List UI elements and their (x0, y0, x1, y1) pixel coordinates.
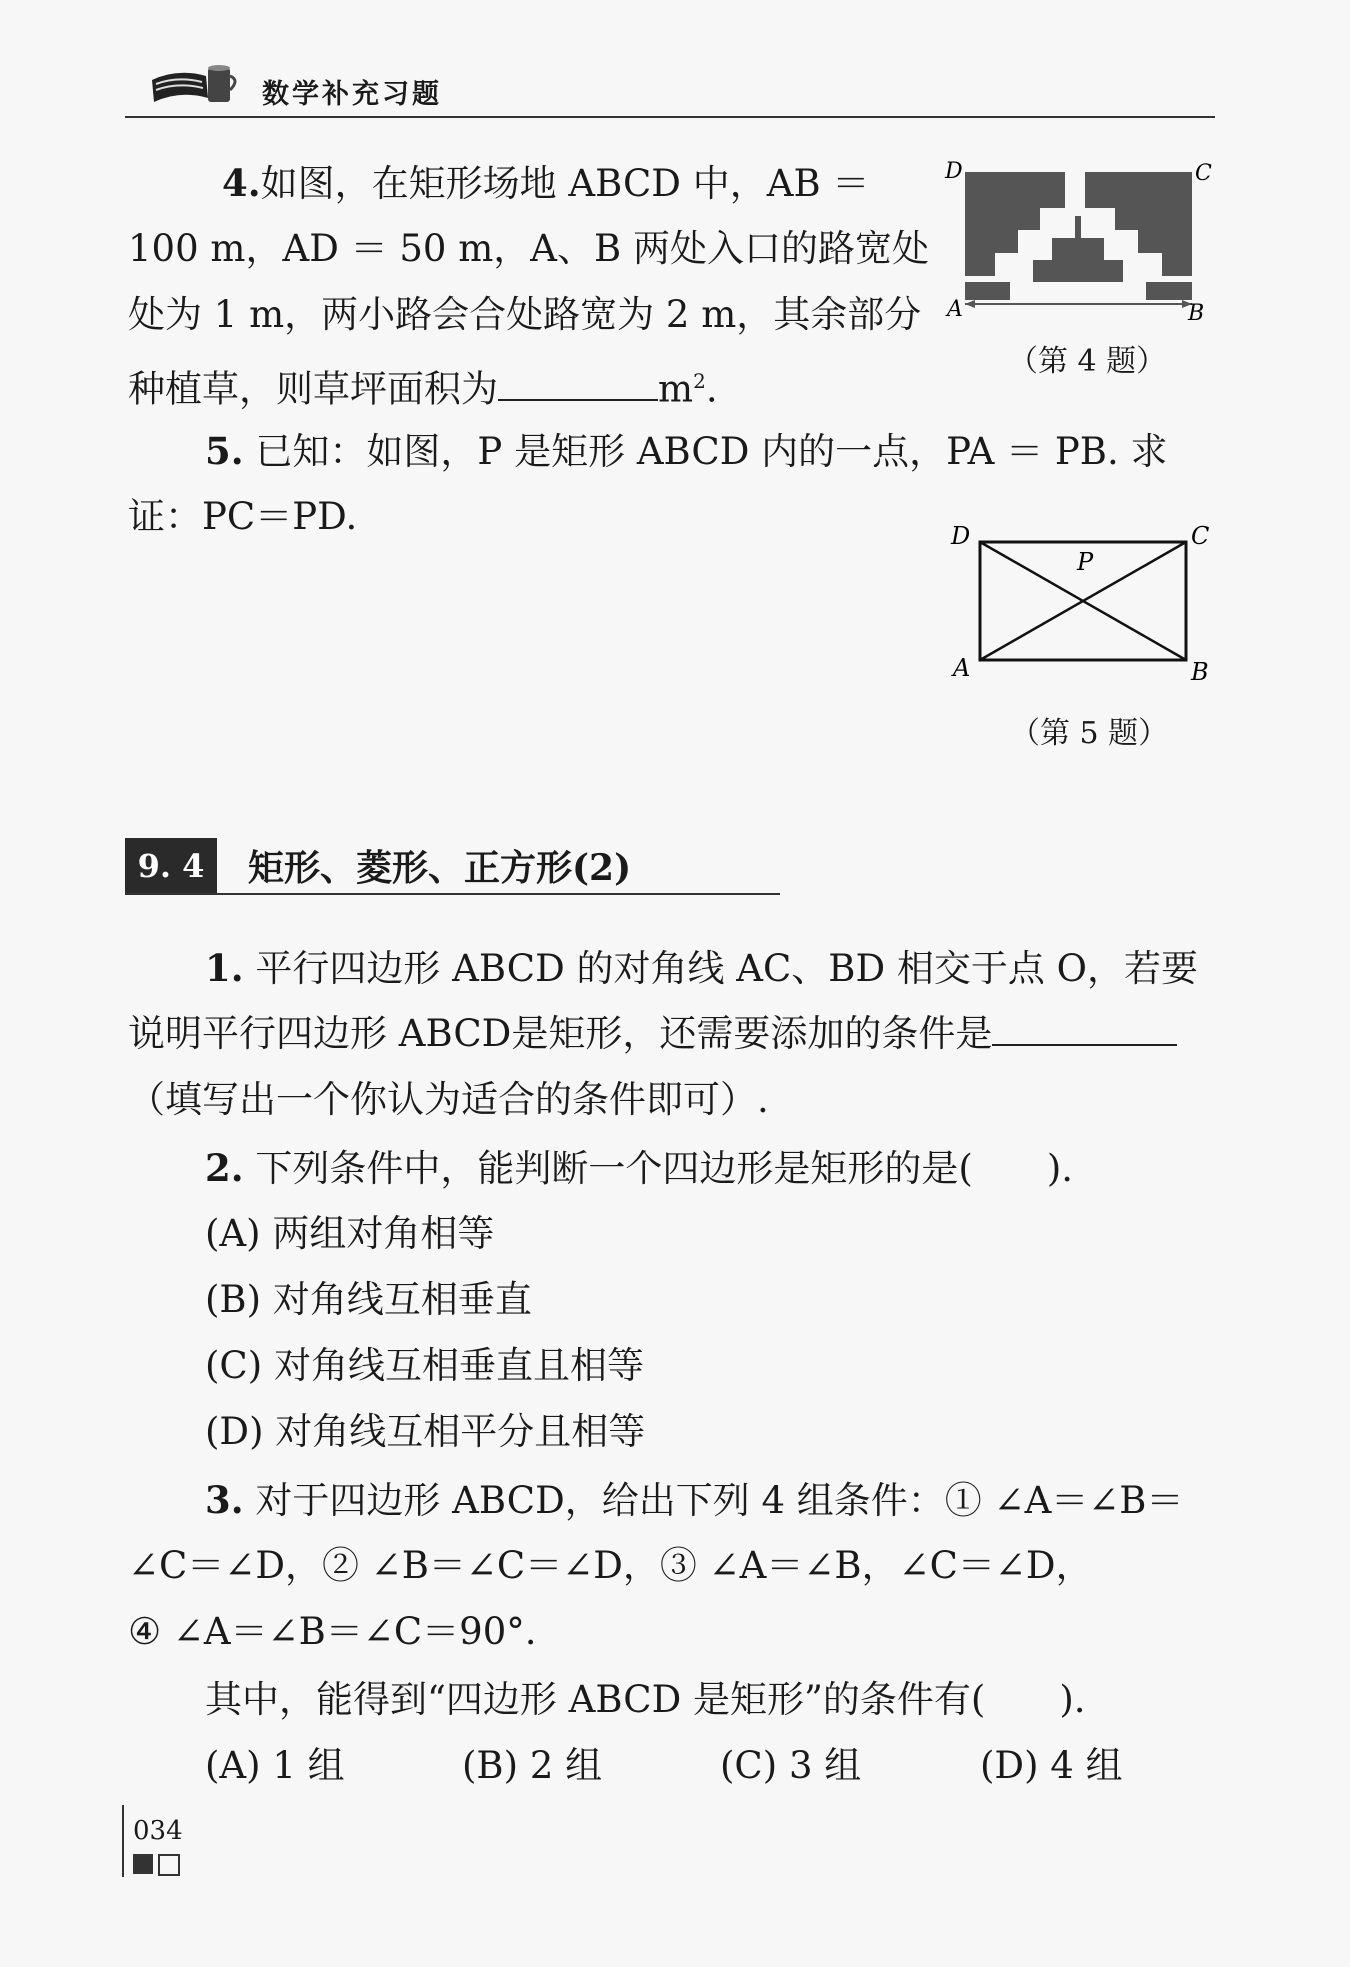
s2-option-a[interactable]: (A) 两组对角相等 (205, 1212, 495, 1255)
s2-option-b[interactable]: (B) 对角线互相垂直 (205, 1278, 532, 1321)
empty-square-icon (158, 1854, 180, 1876)
q4-figure-caption: （第 4 题） (1008, 344, 1167, 379)
s1-line-1 (205, 935, 1198, 1002)
q5-line-1 (205, 418, 1168, 485)
s3-line-1 (205, 1467, 1183, 1534)
q4-line-1 (222, 150, 869, 217)
s1-text-1: 平行四边形 ABCD 的对角线 AC、BD 相交于点 O，若要 (255, 947, 1199, 990)
q5-number: 5. (205, 429, 244, 473)
q4-figure (940, 158, 1215, 328)
q4-arrow-left (965, 300, 975, 308)
q4-text-1: 如图，在矩形场地 ABCD 中，AB ＝ (260, 162, 870, 205)
s3-line-3: ④ ∠A＝∠B＝∠C＝90°. (128, 1610, 537, 1653)
q5-label-c: C (1191, 522, 1210, 550)
s2-number: 2. (205, 1146, 244, 1190)
s3-option-c[interactable]: (C) 3 组 (720, 1744, 862, 1787)
q5-text-1: 已知：如图，P 是矩形 ABCD 内的一点，PA ＝ PB. 求 (255, 430, 1168, 473)
q5-label-b: B (1191, 658, 1209, 685)
s1-line-3: （填写出一个你认为适合的条件即可）. (128, 1078, 769, 1121)
s1-answer-blank[interactable] (992, 1004, 1177, 1046)
s3-line-2: ∠C＝∠D，② ∠B＝∠C＝∠D，③ ∠A＝∠B，∠C＝∠D， (128, 1544, 1093, 1587)
filled-square-icon (133, 1854, 153, 1874)
s3-text-1: 对于四边形 ABCD，给出下列 4 组条件：① ∠A＝∠B＝ (255, 1479, 1184, 1522)
footer-divider (122, 1805, 124, 1877)
q4-label-b: B (1188, 301, 1205, 326)
q4-number: 4. (222, 161, 261, 205)
s2-option-d[interactable]: (D) 对角线互相平分且相等 (205, 1410, 646, 1453)
section-divider (125, 893, 780, 895)
page-number: 034 (133, 1816, 183, 1846)
s3-option-b[interactable]: (B) 2 组 (462, 1744, 603, 1787)
s2-stem (205, 1135, 1073, 1202)
section-title: 矩形、菱形、正方形(2) (248, 847, 632, 889)
q4-label-a: A (947, 297, 963, 322)
s2-option-c[interactable]: (C) 对角线互相垂直且相等 (205, 1344, 644, 1387)
s3-number: 3. (205, 1478, 244, 1522)
books-cup-icon (148, 58, 240, 112)
q4-label-c: C (1195, 161, 1212, 186)
s1-number: 1. (205, 946, 244, 990)
q4-unit: m (658, 367, 694, 411)
s3-option-a[interactable]: (A) 1 组 (205, 1744, 345, 1787)
q5-label-p: P (1077, 548, 1094, 576)
q4-line-3: 处为 1 m，两小路会合处路宽为 2 m，其余部分 (128, 293, 922, 336)
q4-text-4: 种植草，则草坪面积为 (128, 367, 498, 411)
s1-line-2 (128, 1001, 1177, 1067)
header-divider (125, 116, 1215, 118)
q4-label-d: D (945, 159, 963, 184)
q4-line-2: 100 m，AD ＝ 50 m，A、B 两处入口的路宽处 (128, 227, 929, 270)
q5-label-a: A (953, 654, 971, 682)
q4-line-4 (128, 348, 718, 422)
q5-label-d: D (951, 522, 971, 550)
q5-line-2: 证：PC＝PD. (128, 495, 358, 538)
s1-text-2: 说明平行四边形 ABCD是矩形，还需要添加的条件是 (128, 1012, 993, 1055)
header-title: 数学补充习题 (262, 79, 442, 110)
s3-option-d[interactable]: (D) 4 组 (980, 1744, 1123, 1787)
q4-unit-exponent: 2 (693, 369, 706, 393)
q5-figure (945, 520, 1215, 685)
s2-stem-text: 下列条件中，能判断一个四边形是矩形的是( ). (255, 1147, 1074, 1190)
q4-period: . (705, 367, 718, 411)
section-number: 9. 4 (125, 838, 217, 894)
q5-figure-caption: （第 5 题） (1010, 716, 1169, 751)
q4-answer-blank[interactable] (498, 359, 658, 401)
s3-line-4: 其中，能得到“四边形 ABCD 是矩形”的条件有( ). (205, 1678, 1086, 1721)
